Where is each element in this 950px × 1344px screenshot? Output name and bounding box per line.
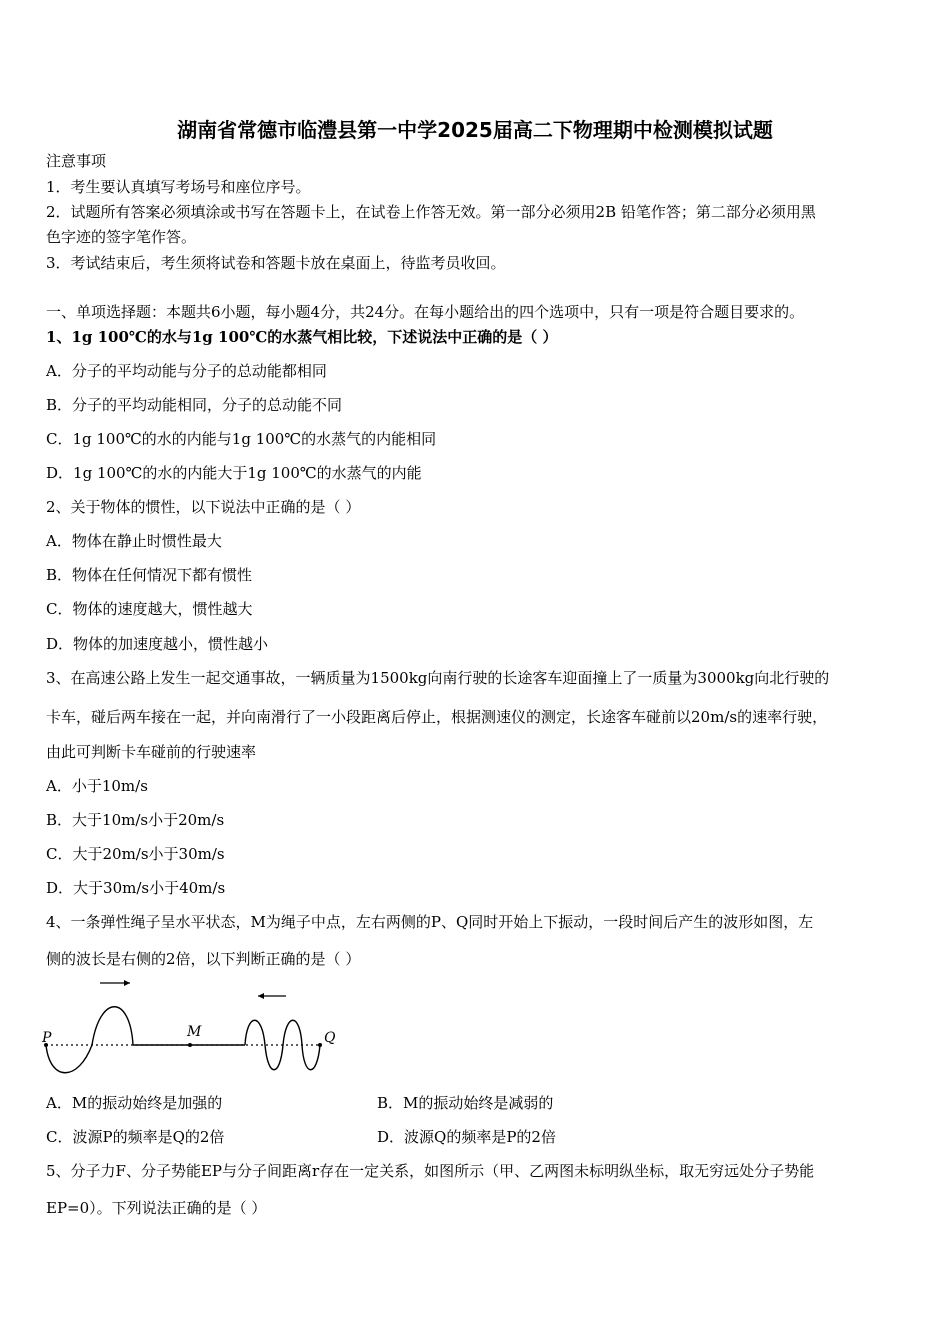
label-m: M xyxy=(187,1024,202,1040)
option: B．分子的平均动能相同，分子的总动能不同 xyxy=(46,396,343,414)
question-1-stem: 1、1g 100℃的水与1g 100℃的水蒸气相比较，下述说法中正确的是（ ） xyxy=(46,328,558,346)
question-5-stem: 5、分子力F、分子势能EP与分子间距离r存在一定关系，如图所示（甲、乙两图未标明纵坐标，取无穷远处分子势能 xyxy=(46,1162,815,1180)
label-q: Q xyxy=(324,1030,336,1046)
question-3-stem: 卡车，碰后两车接在一起，并向南滑行了一小段距离后停止，根据测速仪的测定，长途客车碰前以20m/s的速率行驶， xyxy=(46,708,828,726)
note-item: 3．考试结束后，考生须将试卷和答题卡放在桌面上，待监考员收回。 xyxy=(46,254,506,272)
notes-heading: 注意事项 xyxy=(46,152,107,170)
label-p: P xyxy=(42,1030,52,1046)
question-3-stem: 由此可判断卡车碰前的行驶速率 xyxy=(46,743,257,761)
option: A．M的振动始终是加强的 xyxy=(46,1094,223,1112)
option: D．大于30m/s小于40m/s xyxy=(46,879,226,897)
section-heading: 一、单项选择题：本题共6小题，每小题4分，共24分。在每小题给出的四个选项中，只有一项是符合题目要求的。 xyxy=(46,303,805,321)
option: C．物体的速度越大，惯性越大 xyxy=(46,600,253,618)
question-5-stem: EP=0）。下列说法正确的是（ ） xyxy=(46,1199,267,1217)
option: D．波源Q的频率是P的2倍 xyxy=(377,1128,556,1146)
arrow-right-icon xyxy=(100,980,130,986)
question-3-stem: 3、在高速公路上发生一起交通事故，一辆质量为1500kg向南行驶的长途客车迎面撞上了一质量为3000kg向北行驶的 xyxy=(46,669,830,687)
option: D．1g 100℃的水的内能大于1g 100℃的水蒸气的内能 xyxy=(46,464,422,482)
question-4-stem: 4、一条弹性绳子呈水平状态，M为绳子中点，左右两侧的P、Q同时开始上下振动，一段时间后产生的波形如图，左 xyxy=(46,913,814,931)
option: D．物体的加速度越小，惯性越小 xyxy=(46,635,269,653)
option: B．物体在任何情况下都有惯性 xyxy=(46,566,253,584)
option: C．1g 100℃的水的内能与1g 100℃的水蒸气的内能相同 xyxy=(46,430,437,448)
option: B．大于10m/s小于20m/s xyxy=(46,811,225,829)
option: A．物体在静止时惯性最大 xyxy=(46,532,222,550)
left-wave xyxy=(46,1007,133,1073)
option: B．M的振动始终是减弱的 xyxy=(377,1094,554,1112)
page-title: 湖南省常德市临澧县第一中学2025届高二下物理期中检测模拟试题 xyxy=(177,118,773,142)
question-2-stem: 2、关于物体的惯性，以下说法中正确的是（ ） xyxy=(46,498,361,516)
question-4-stem: 侧的波长是右侧的2倍，以下判断正确的是（ ） xyxy=(46,950,361,968)
wave-figure xyxy=(40,972,350,1084)
note-item: 2．试题所有答案必须填涂或书写在答题卡上，在试卷上作答无效。第一部分必须用2B 铅笔作答；第二部分必须用黑 xyxy=(46,203,816,221)
arrow-left-icon xyxy=(258,993,286,999)
option: A．小于10m/s xyxy=(46,777,148,795)
option: C．大于20m/s小于30m/s xyxy=(46,845,225,863)
note-item: 色字迹的签字笔作答。 xyxy=(46,228,197,246)
option: C．波源P的频率是Q的2倍 xyxy=(46,1128,225,1146)
note-item: 1．考生要认真填写考场号和座位序号。 xyxy=(46,178,311,196)
option: A．分子的平均动能与分子的总动能都相同 xyxy=(46,362,327,380)
